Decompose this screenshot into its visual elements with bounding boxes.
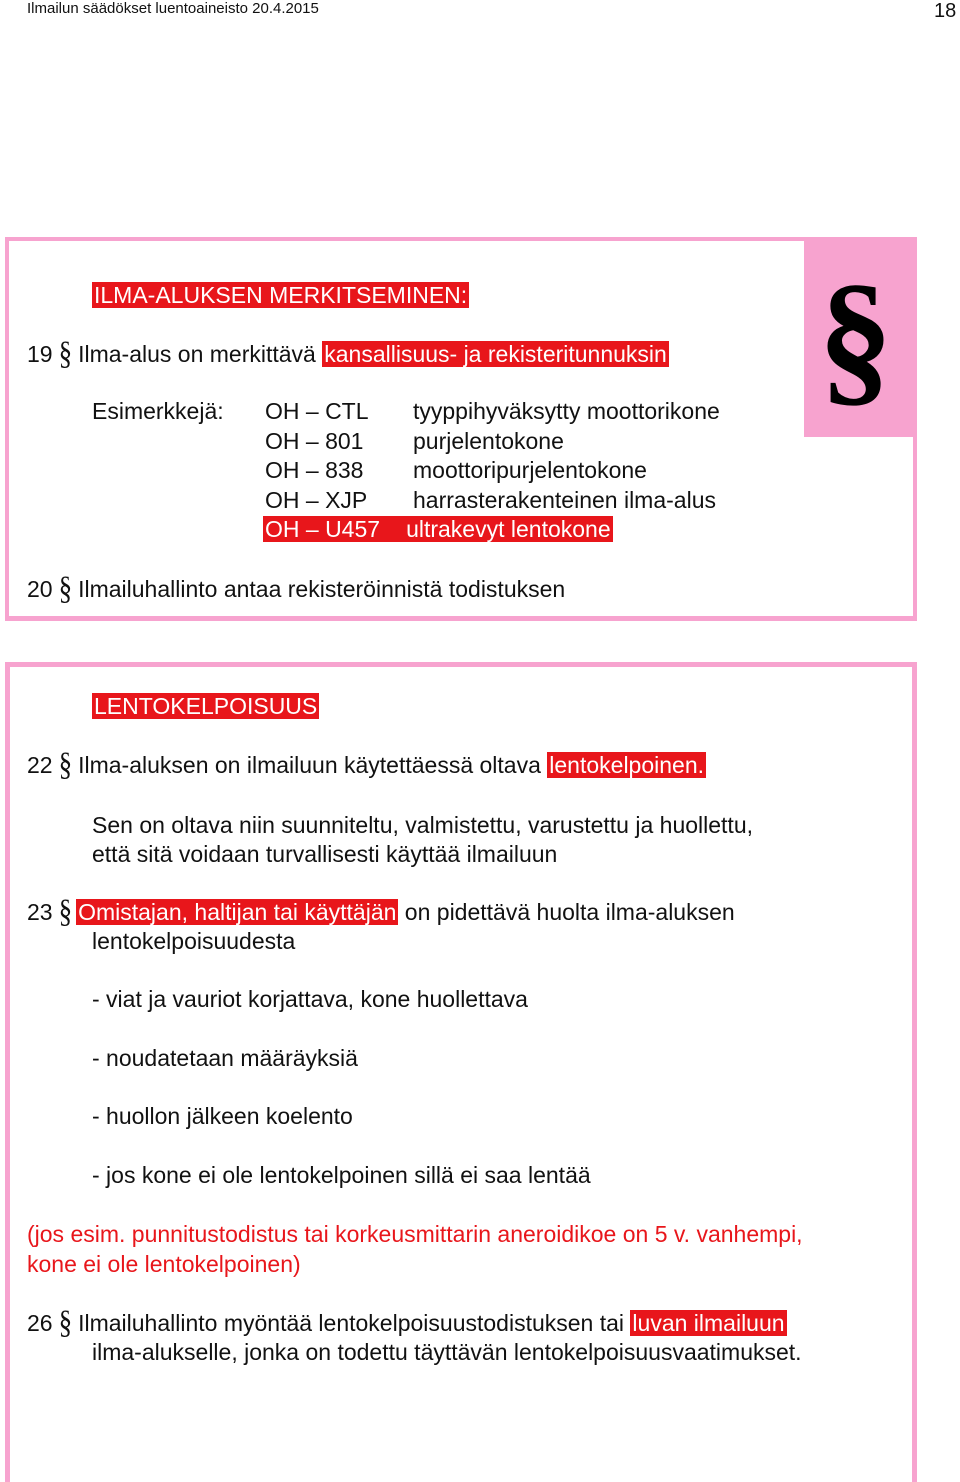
paragraph-highlight: luvan ilmailuun bbox=[632, 1310, 785, 1336]
example-code: OH – XJP bbox=[265, 487, 368, 513]
paragraph-number: 23 bbox=[27, 899, 53, 925]
example-desc: purjelentokone bbox=[413, 428, 564, 454]
paragraph-23 bbox=[27, 893, 735, 929]
paragraph-number: 22 bbox=[27, 752, 53, 778]
slide2-title bbox=[92, 692, 319, 720]
paragraph-26-line: ilma-alukselle, jonka on todettu täyttävän lentokelpoisuusvaatimukset. bbox=[92, 1339, 802, 1365]
paragraph-text: Ilma-aluksen on ilmailuun käytettäessä oltava bbox=[78, 752, 548, 778]
section-sign-icon: § bbox=[58, 893, 73, 929]
paragraph-text: Ilmailuhallinto antaa rekisteröinnistä todistuksen bbox=[78, 576, 566, 602]
example-desc: ultrakevyt lentokone bbox=[406, 516, 611, 542]
paragraph-highlight: kansallisuus- ja rekisteritunnuksin bbox=[324, 341, 667, 367]
paragraph-23-line: lentokelpoisuudesta bbox=[92, 928, 296, 954]
list-item: - jos kone ei ole lentokelpoinen sillä ei saa lentää bbox=[92, 1162, 591, 1188]
example-code: OH – 801 bbox=[265, 428, 364, 454]
example-code: OH – U457 bbox=[263, 516, 404, 542]
section-sign-icon: § bbox=[58, 1304, 73, 1340]
paragraph-highlight: Omistajan, haltijan tai käyttäjän bbox=[78, 899, 397, 925]
example-desc: tyyppihyväksytty moottorikone bbox=[413, 398, 720, 424]
title-highlight: ILMA-ALUKSEN MERKITSEMINEN: bbox=[94, 282, 468, 308]
note-line: kone ei ole lentokelpoinen) bbox=[27, 1251, 301, 1277]
paragraph-text: Ilmailuhallinto myöntää lentokelpoisuustodistuksen tai bbox=[78, 1310, 631, 1336]
example-code: OH – 838 bbox=[265, 457, 364, 483]
example-code: OH – CTL bbox=[265, 398, 369, 424]
note-line: (jos esim. punnitustodistus tai korkeusmittarin aneroidikoe on 5 v. vanhempi, bbox=[27, 1221, 803, 1247]
paragraph-number: 26 bbox=[27, 1310, 53, 1336]
paragraph-text: Ilma-alus on merkittävä bbox=[78, 341, 323, 367]
paragraph-22-line: että sitä voidaan turvallisesti käyttää ilmailuun bbox=[92, 841, 558, 867]
list-item: - viat ja vauriot korjattava, kone huollettava bbox=[92, 986, 528, 1012]
paragraph-text: on pidettävä huolta ilma-aluksen bbox=[398, 899, 735, 925]
list-item: - noudatetaan määräyksiä bbox=[92, 1045, 358, 1071]
section-sign-icon: § bbox=[58, 335, 73, 371]
page-number: 18 bbox=[934, 0, 957, 22]
paragraph-19 bbox=[27, 335, 669, 371]
paragraph-26 bbox=[27, 1304, 787, 1340]
example-desc: harrasterakenteinen ilma-alus bbox=[413, 487, 716, 513]
slide1-title bbox=[92, 281, 469, 309]
document-header: Ilmailun säädökset luentoaineisto 20.4.2015 bbox=[27, 0, 319, 17]
paragraph-22-line: Sen on oltava niin suunniteltu, valmistettu, varustettu ja huollettu, bbox=[92, 812, 754, 838]
paragraph-22 bbox=[27, 746, 706, 782]
section-symbol-icon: § bbox=[818, 254, 893, 420]
paragraph-highlight: lentokelpoinen. bbox=[549, 752, 705, 778]
paragraph-number: 19 bbox=[27, 341, 53, 367]
paragraph-number: 20 bbox=[27, 576, 53, 602]
title-highlight: LENTOKELPOISUUS bbox=[94, 693, 318, 719]
list-item: - huollon jälkeen koelento bbox=[92, 1103, 353, 1129]
example-row-highlighted bbox=[263, 515, 613, 543]
section-sign-icon: § bbox=[58, 746, 73, 782]
paragraph-20 bbox=[27, 570, 566, 606]
section-sign-icon: § bbox=[58, 570, 73, 606]
example-desc: moottoripurjelentokone bbox=[413, 457, 647, 483]
examples-label: Esimerkkejä: bbox=[92, 398, 224, 424]
